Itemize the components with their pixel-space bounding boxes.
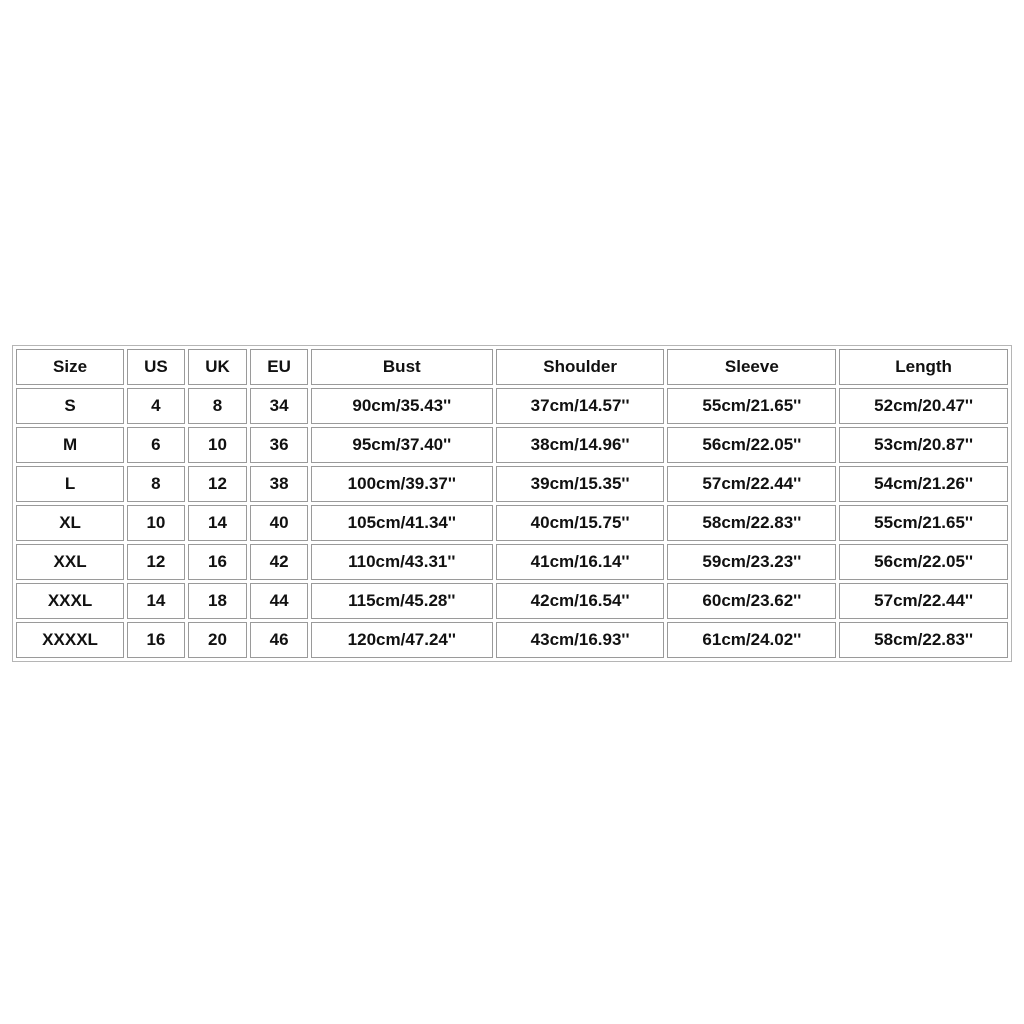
cell-sleeve: 60cm/23.62'' bbox=[667, 583, 836, 619]
cell-shoulder: 42cm/16.54'' bbox=[496, 583, 665, 619]
cell-sleeve: 59cm/23.23'' bbox=[667, 544, 836, 580]
cell-shoulder: 39cm/15.35'' bbox=[496, 466, 665, 502]
cell-size: XXXL bbox=[16, 583, 124, 619]
cell-bust: 120cm/47.24'' bbox=[311, 622, 493, 658]
table-row bbox=[16, 622, 1008, 658]
header-shoulder: Shoulder bbox=[496, 349, 665, 385]
table-row bbox=[16, 427, 1008, 463]
cell-us: 16 bbox=[127, 622, 185, 658]
cell-uk: 8 bbox=[188, 388, 248, 424]
cell-sleeve: 55cm/21.65'' bbox=[667, 388, 836, 424]
cell-eu: 38 bbox=[250, 466, 308, 502]
cell-size: L bbox=[16, 466, 124, 502]
header-uk: UK bbox=[188, 349, 248, 385]
cell-eu: 42 bbox=[250, 544, 308, 580]
cell-us: 8 bbox=[127, 466, 185, 502]
cell-sleeve: 58cm/22.83'' bbox=[667, 505, 836, 541]
cell-bust: 90cm/35.43'' bbox=[311, 388, 493, 424]
cell-shoulder: 37cm/14.57'' bbox=[496, 388, 665, 424]
cell-length: 53cm/20.87'' bbox=[839, 427, 1008, 463]
table-row bbox=[16, 466, 1008, 502]
cell-uk: 20 bbox=[188, 622, 248, 658]
cell-uk: 14 bbox=[188, 505, 248, 541]
cell-shoulder: 38cm/14.96'' bbox=[496, 427, 665, 463]
cell-bust: 110cm/43.31'' bbox=[311, 544, 493, 580]
cell-sleeve: 56cm/22.05'' bbox=[667, 427, 836, 463]
cell-length: 55cm/21.65'' bbox=[839, 505, 1008, 541]
cell-bust: 115cm/45.28'' bbox=[311, 583, 493, 619]
header-eu: EU bbox=[250, 349, 308, 385]
header-bust: Bust bbox=[311, 349, 493, 385]
size-chart bbox=[12, 345, 1012, 662]
cell-us: 14 bbox=[127, 583, 185, 619]
header-length: Length bbox=[839, 349, 1008, 385]
cell-length: 58cm/22.83'' bbox=[839, 622, 1008, 658]
header-us: US bbox=[127, 349, 185, 385]
size-chart-table bbox=[12, 345, 1012, 662]
cell-uk: 16 bbox=[188, 544, 248, 580]
header-sleeve: Sleeve bbox=[667, 349, 836, 385]
cell-us: 6 bbox=[127, 427, 185, 463]
table-row bbox=[16, 544, 1008, 580]
cell-sleeve: 61cm/24.02'' bbox=[667, 622, 836, 658]
cell-uk: 10 bbox=[188, 427, 248, 463]
cell-eu: 44 bbox=[250, 583, 308, 619]
cell-eu: 34 bbox=[250, 388, 308, 424]
cell-us: 10 bbox=[127, 505, 185, 541]
cell-bust: 100cm/39.37'' bbox=[311, 466, 493, 502]
cell-us: 4 bbox=[127, 388, 185, 424]
cell-size: XL bbox=[16, 505, 124, 541]
cell-length: 57cm/22.44'' bbox=[839, 583, 1008, 619]
cell-length: 54cm/21.26'' bbox=[839, 466, 1008, 502]
cell-bust: 95cm/37.40'' bbox=[311, 427, 493, 463]
cell-size: XXL bbox=[16, 544, 124, 580]
cell-length: 56cm/22.05'' bbox=[839, 544, 1008, 580]
cell-size: XXXXL bbox=[16, 622, 124, 658]
cell-shoulder: 41cm/16.14'' bbox=[496, 544, 665, 580]
table-header-row bbox=[16, 349, 1008, 385]
cell-bust: 105cm/41.34'' bbox=[311, 505, 493, 541]
cell-eu: 36 bbox=[250, 427, 308, 463]
cell-eu: 46 bbox=[250, 622, 308, 658]
cell-uk: 18 bbox=[188, 583, 248, 619]
table-row bbox=[16, 505, 1008, 541]
table-row bbox=[16, 583, 1008, 619]
cell-shoulder: 43cm/16.93'' bbox=[496, 622, 665, 658]
cell-us: 12 bbox=[127, 544, 185, 580]
cell-length: 52cm/20.47'' bbox=[839, 388, 1008, 424]
table-row bbox=[16, 388, 1008, 424]
cell-uk: 12 bbox=[188, 466, 248, 502]
cell-shoulder: 40cm/15.75'' bbox=[496, 505, 665, 541]
cell-sleeve: 57cm/22.44'' bbox=[667, 466, 836, 502]
header-size: Size bbox=[16, 349, 124, 385]
cell-size: M bbox=[16, 427, 124, 463]
cell-size: S bbox=[16, 388, 124, 424]
cell-eu: 40 bbox=[250, 505, 308, 541]
